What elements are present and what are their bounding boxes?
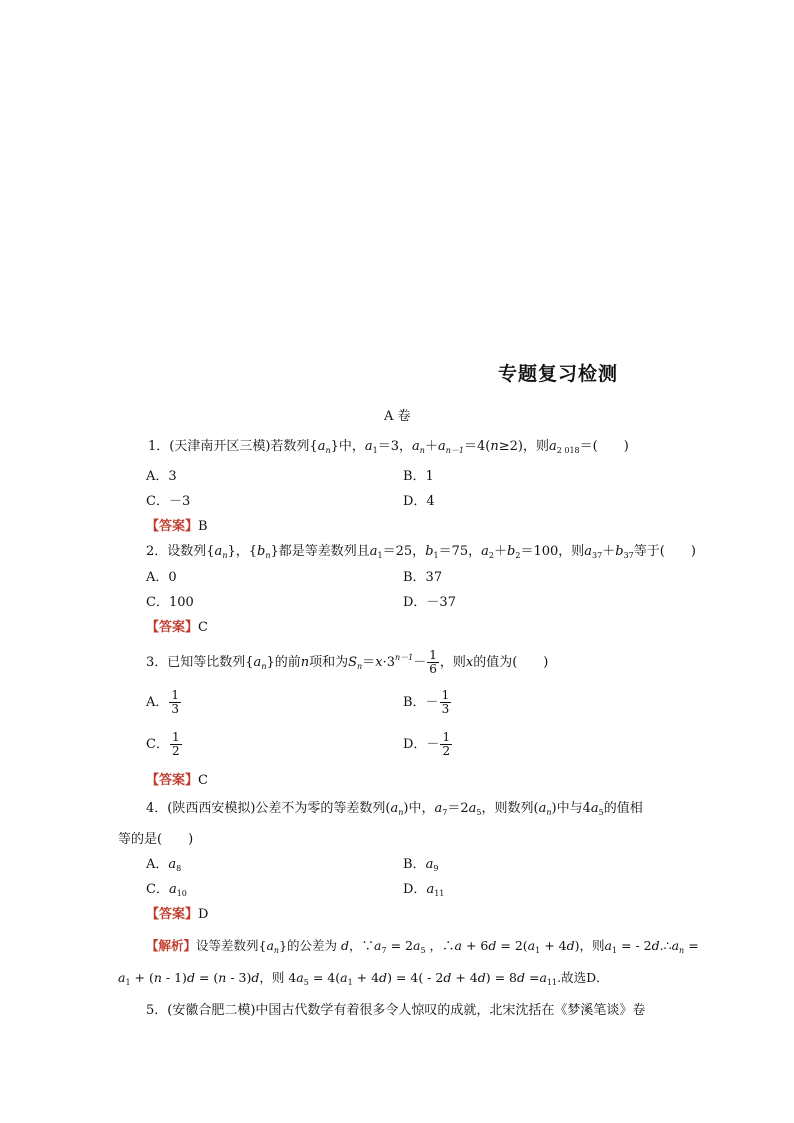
question-2-option-a: A．0 bbox=[146, 570, 177, 585]
question-1-option-c: C．－3 bbox=[146, 494, 191, 509]
answer-tag: 【答案】 bbox=[146, 773, 199, 788]
question-1-stem: 1．(天津南开区三模)若数列$\{a_n\}$中，$a_1=3$，$a_n+a_{n-1}=4(n\ge 2)$，则$a_{2 018}=$( ) bbox=[148, 439, 629, 455]
question-3-stem: 3．已知等比数列$\{a_n\}$的前n项和为$S_n=x\cdot 3^{n-1}-$ $\frac{1}{6}$ ，则x的值为( ) bbox=[146, 648, 549, 676]
page-title: 专题复习检测 bbox=[498, 363, 619, 385]
question-2-option-b: B．37 bbox=[403, 570, 443, 585]
question-3-option-c: C． $\frac{1}{2}$ bbox=[146, 730, 180, 758]
question-4-option-d: D．$a_{11}$ bbox=[403, 882, 445, 898]
answer-tag: 【答案】 bbox=[146, 907, 199, 922]
question-2-option-d: D．－37 bbox=[403, 595, 456, 610]
question-1-option-b: B．1 bbox=[403, 469, 434, 484]
question-5-stem: 5．(安徽合肥二模)中国古代数学有着很多令人惊叹的成就，北宋沈括在《梦溪笔谈》卷 bbox=[146, 1003, 646, 1018]
question-4-option-c: C．$a_{10}$ bbox=[146, 882, 187, 898]
fraction: $\frac{1}{6}$ bbox=[429, 648, 437, 676]
question-4-option-b: B．$a_9$ bbox=[403, 857, 439, 873]
section-heading: A 卷 bbox=[384, 409, 411, 424]
question-4-option-a: A．$a_8$ bbox=[146, 857, 182, 873]
question-2-answer: 【答案】C bbox=[146, 620, 208, 635]
question-1-answer: 【答案】B bbox=[146, 519, 208, 534]
question-3-answer: 【答案】C bbox=[146, 773, 208, 788]
question-4-stem-line2: 等的是( ) bbox=[118, 832, 194, 847]
question-2-stem: 2．设数列$\{a_n\}$，$\{b_n\}$都是等差数列且$a_1=25$，$b_1=75$，$a_2+b_2=100$，则$a_{37}+b_{37}$等于( ) bbox=[146, 544, 696, 560]
question-3-option-a: A． $\frac{1}{3}$ bbox=[146, 688, 180, 716]
answer-tag: 【答案】 bbox=[146, 620, 199, 635]
question-4-answer: 【答案】D bbox=[146, 907, 209, 922]
answer-tag: 【答案】 bbox=[146, 519, 199, 534]
question-4-stem: 4．(陕西西安模拟)公差不为零的等差数列$(a_n)$中，$a_7=2a_5$，则数列$(a_n)$中与$4a_5$的值相 bbox=[146, 801, 643, 817]
question-3-option-d: D．－ $\frac{1}{2}$ bbox=[403, 730, 451, 758]
question-4-analysis-line1: 【解析】设等差数列$\{a_n\}$的公差为 d，$\because a_7 = 2a_5$ ，∴a + $6d = 2(a_1 + 4d)$，则$a_1$ = - $2d.\therefore a_n$ = bbox=[146, 938, 699, 955]
question-4-analysis-line2: $a_1 + (n - 1)d = (n - 3)d$，则 $4a_5 = 4(a_1 + 4d) = 4( - 2d + 4d) = 8d =a_{11}$.故选D． bbox=[118, 970, 609, 987]
question-1-option-d: D．4 bbox=[403, 494, 435, 509]
analysis-tag: 【解析】 bbox=[146, 938, 197, 953]
question-1-option-a: A．3 bbox=[146, 469, 177, 484]
question-3-option-b: B．－ $\frac{1}{3}$ bbox=[403, 688, 450, 716]
question-2-option-c: C．100 bbox=[146, 595, 194, 610]
